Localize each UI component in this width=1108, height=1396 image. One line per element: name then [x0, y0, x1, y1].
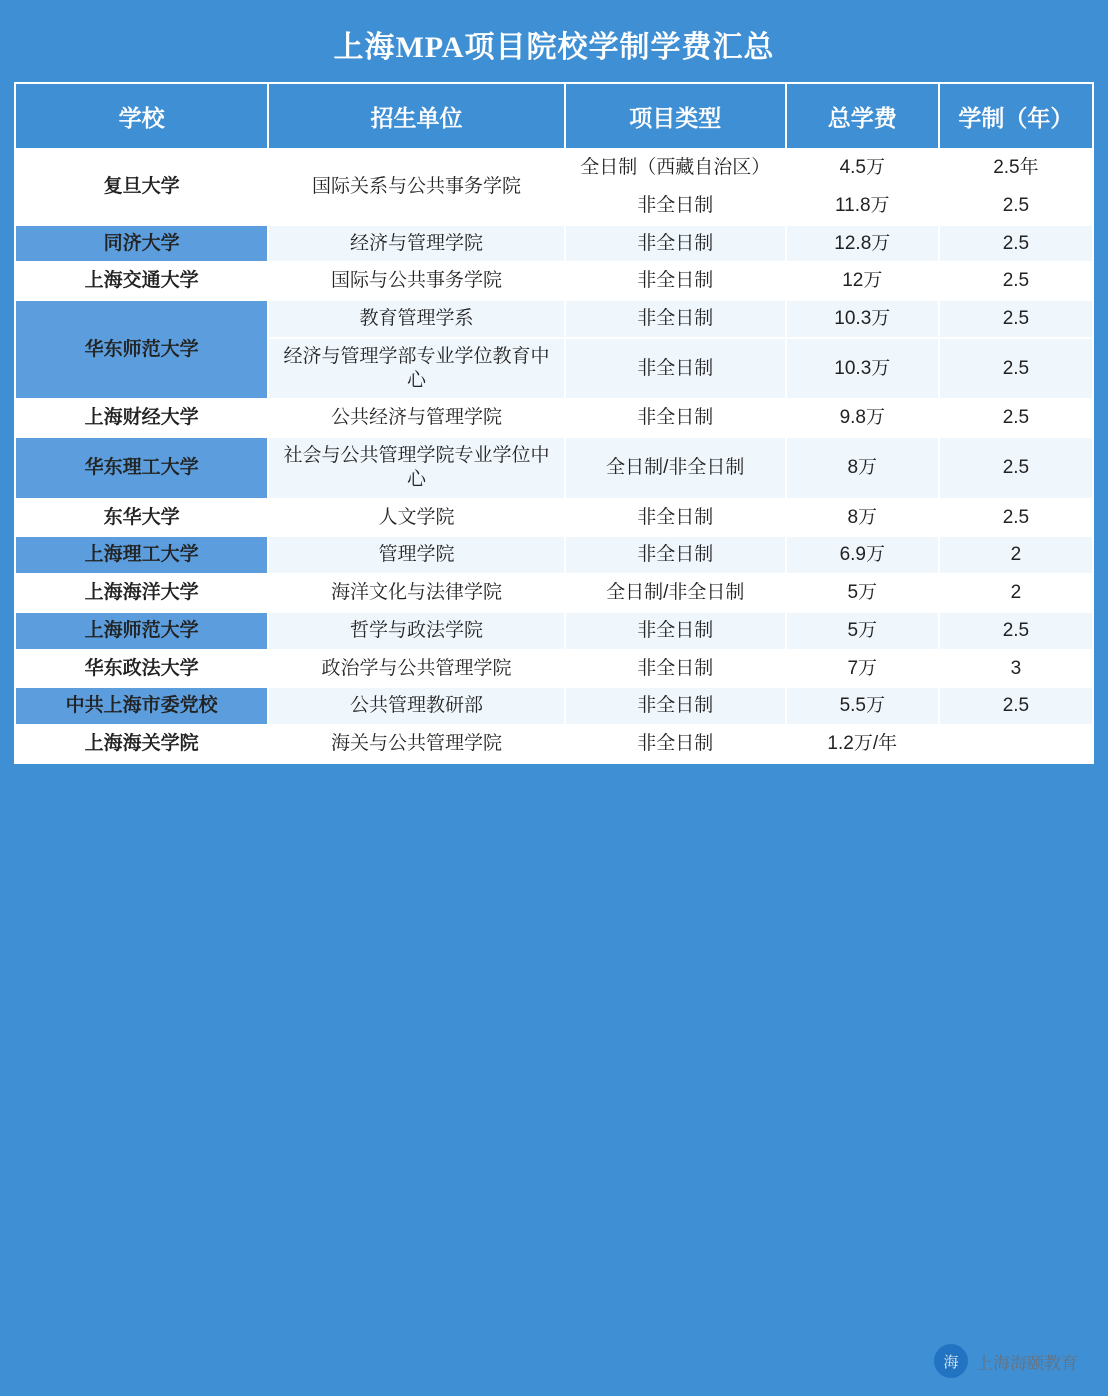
- cell-years: 2.5: [939, 225, 1093, 263]
- table-row: [15, 574, 1093, 612]
- cell-school: 复旦大学: [15, 149, 268, 225]
- cell-years: 2.5: [939, 338, 1093, 400]
- cell-school: 上海师范大学: [15, 612, 268, 650]
- cell-unit: 公共经济与管理学院: [268, 399, 564, 437]
- cell-years: 2.5: [939, 300, 1093, 338]
- cell-fee: 4.5万: [786, 149, 939, 187]
- cell-years: 2: [939, 574, 1093, 612]
- cell-years: 2.5: [939, 399, 1093, 437]
- cell-fee: 1.2万/年: [786, 725, 939, 763]
- cell-years: 2.5: [939, 687, 1093, 725]
- cell-unit: 管理学院: [268, 536, 564, 574]
- cell-type: 非全日制: [565, 687, 786, 725]
- table-row: [15, 650, 1093, 688]
- cell-fee: 5.5万: [786, 687, 939, 725]
- cell-school: 华东师范大学: [15, 300, 268, 399]
- column-header-years: 学制（年）: [939, 83, 1093, 149]
- watermark-logo-icon: 海: [934, 1344, 968, 1378]
- table-row: [15, 300, 1093, 338]
- table-header: [15, 83, 1093, 149]
- cell-unit: 海洋文化与法律学院: [268, 574, 564, 612]
- table-row: [15, 687, 1093, 725]
- mpa-summary-table: [14, 82, 1094, 764]
- column-header-type: 项目类型: [565, 83, 786, 149]
- cell-fee: 12万: [786, 262, 939, 300]
- cell-years: 3: [939, 650, 1093, 688]
- cell-unit: 经济与管理学部专业学位教育中心: [268, 338, 564, 400]
- cell-type: 全日制（西藏自治区）: [565, 149, 786, 187]
- cell-years: 2.5年: [939, 149, 1093, 187]
- cell-fee: 11.8万: [786, 187, 939, 225]
- cell-school: 华东政法大学: [15, 650, 268, 688]
- table-header-row: [15, 83, 1093, 149]
- table-row: [15, 262, 1093, 300]
- cell-school: 同济大学: [15, 225, 268, 263]
- page-title: 上海MPA项目院校学制学费汇总: [333, 31, 775, 64]
- cell-unit: 社会与公共管理学院专业学位中心: [268, 437, 564, 499]
- cell-fee: 10.3万: [786, 338, 939, 400]
- cell-school: 东华大学: [15, 499, 268, 537]
- column-header-unit: 招生单位: [268, 83, 564, 149]
- table-row: [15, 612, 1093, 650]
- cell-unit: 政治学与公共管理学院: [268, 650, 564, 688]
- cell-type: 非全日制: [565, 187, 786, 225]
- cell-fee: 9.8万: [786, 399, 939, 437]
- cell-unit: 公共管理教研部: [268, 687, 564, 725]
- cell-unit: 人文学院: [268, 499, 564, 537]
- cell-years: 2.5: [939, 262, 1093, 300]
- cell-type: 非全日制: [565, 612, 786, 650]
- cell-unit: 国际与公共事务学院: [268, 262, 564, 300]
- cell-school: 上海海洋大学: [15, 574, 268, 612]
- cell-fee: 6.9万: [786, 536, 939, 574]
- cell-school: 华东理工大学: [15, 437, 268, 499]
- table-row: [15, 725, 1093, 763]
- table-row: [15, 225, 1093, 263]
- cell-unit: 海关与公共管理学院: [268, 725, 564, 763]
- cell-school: 中共上海市委党校: [15, 687, 268, 725]
- cell-unit: 教育管理学系: [268, 300, 564, 338]
- cell-unit: 国际关系与公共事务学院: [268, 149, 564, 225]
- cell-school: 上海理工大学: [15, 536, 268, 574]
- table-row: [15, 399, 1093, 437]
- cell-unit: 哲学与政法学院: [268, 612, 564, 650]
- cell-school: 上海交通大学: [15, 262, 268, 300]
- cell-fee: 12.8万: [786, 225, 939, 263]
- cell-fee: 8万: [786, 437, 939, 499]
- table-row: [15, 499, 1093, 537]
- cell-fee: 5万: [786, 574, 939, 612]
- cell-type: 非全日制: [565, 225, 786, 263]
- cell-type: 全日制/非全日制: [565, 574, 786, 612]
- table-row: [15, 149, 1093, 187]
- cell-years: 2.5: [939, 437, 1093, 499]
- cell-type: 非全日制: [565, 725, 786, 763]
- cell-years: 2.5: [939, 612, 1093, 650]
- cell-years: 2.5: [939, 187, 1093, 225]
- table-container: [0, 82, 1108, 764]
- cell-unit: 经济与管理学院: [268, 225, 564, 263]
- cell-fee: 7万: [786, 650, 939, 688]
- cell-fee: 5万: [786, 612, 939, 650]
- cell-type: 非全日制: [565, 338, 786, 400]
- cell-type: 非全日制: [565, 499, 786, 537]
- cell-type: 全日制/非全日制: [565, 437, 786, 499]
- table-row: [15, 536, 1093, 574]
- cell-type: 非全日制: [565, 536, 786, 574]
- cell-fee: 10.3万: [786, 300, 939, 338]
- table-row: [15, 437, 1093, 499]
- cell-type: 非全日制: [565, 262, 786, 300]
- table-body: [15, 149, 1093, 763]
- cell-school: 上海财经大学: [15, 399, 268, 437]
- cell-type: 非全日制: [565, 300, 786, 338]
- cell-fee: 8万: [786, 499, 939, 537]
- cell-years: 2.5: [939, 499, 1093, 537]
- cell-type: 非全日制: [565, 650, 786, 688]
- cell-school: 上海海关学院: [15, 725, 268, 763]
- column-header-school: 学校: [15, 83, 268, 149]
- cell-type: 非全日制: [565, 399, 786, 437]
- column-header-fee: 总学费: [786, 83, 939, 149]
- watermark: [934, 1344, 1078, 1378]
- cell-years: [939, 725, 1093, 763]
- cell-years: 2: [939, 536, 1093, 574]
- watermark-text: 上海海颐教育: [976, 1353, 1078, 1373]
